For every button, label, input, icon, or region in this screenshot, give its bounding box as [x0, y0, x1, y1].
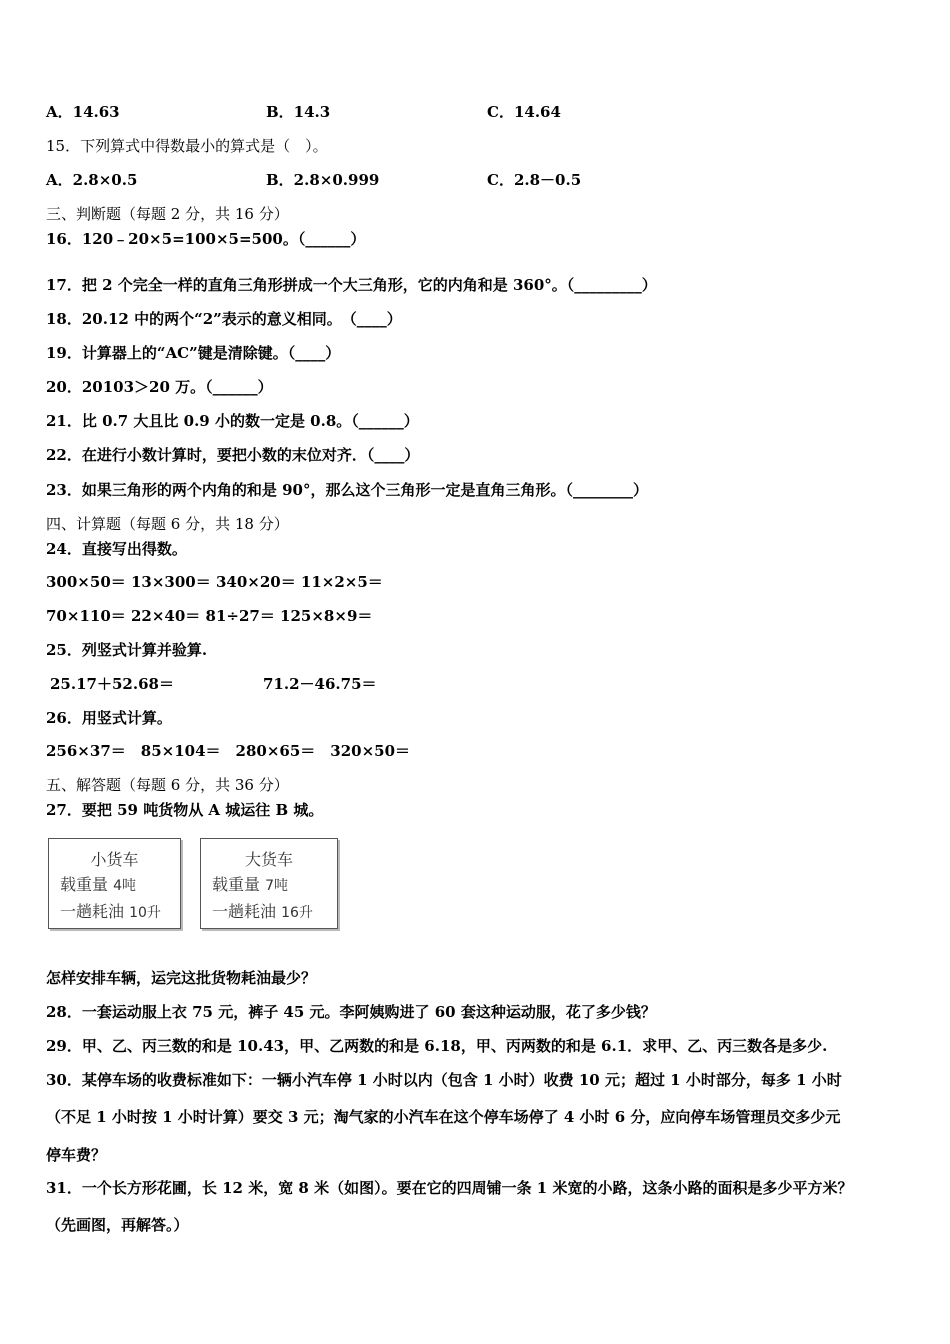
question-16: 16．120﹣20×5=100×5=500。（______）: [46, 230, 366, 248]
calc-row: 70×110＝ 22×40＝ 81÷27＝ 125×8×9＝: [46, 607, 373, 625]
truck-card-small: [48, 838, 181, 929]
fuel-value: 10升: [129, 905, 161, 921]
fuel-row: [49, 899, 180, 926]
question-27-ask: 怎样安排车辆，运完这批货物耗油最少？: [46, 969, 317, 987]
question-27: 27．要把 59 吨货物从 A 城运往 B 城。: [46, 801, 324, 819]
question-26: 26．用竖式计算。: [46, 709, 172, 727]
question-17: 17．把 2 个完全一样的直角三角形拼成一个大三角形，它的内角和是 360°。（_________）: [46, 276, 657, 294]
fuel-label: 一趟耗油: [60, 902, 125, 921]
option-c: C．14.64: [487, 103, 561, 121]
calc-row: 256×37＝ 85×104＝ 280×65＝ 320×50＝: [46, 742, 411, 760]
question-23: 23．如果三角形的两个内角的和是 90°，那么这个三角形一定是直角三角形。（________）: [46, 481, 648, 499]
question-28: 28．一套运动服上衣 75 元，裤子 45 元。李阿姨购进了 60 套这种运动服，花了多少钱？: [46, 1003, 656, 1021]
option-a: A．14.63: [46, 103, 120, 121]
question-29: 29．甲、乙、丙三数的和是 10.43，甲、乙两数的和是 6.18，甲、丙两数的和是 6.1．求甲、乙、丙三数各是多少.: [46, 1037, 828, 1055]
fuel-value: 16升: [281, 905, 313, 921]
load-row: [201, 872, 337, 899]
option-a: A．2.8×0.5: [46, 171, 138, 189]
question-31-cont: （先画图，再解答。）: [46, 1216, 189, 1234]
load-value: 4吨: [113, 878, 137, 894]
question-30-cont: （不足 1 小时按 1 小时计算）要交 3 元；淘气家的小汽车在这个停车场停了 4 小时 6 分，应向停车场管理员交多少元: [46, 1108, 841, 1126]
calc-item: 25.17＋52.68＝: [50, 675, 174, 693]
question-31: 31．一个长方形花圃，长 12 米，宽 8 米（如图）。要在它的四周铺一条 1 米宽的小路，这条小路的面积是多少平方米？: [46, 1179, 853, 1197]
calc-row: 300×50＝ 13×300＝ 340×20＝ 11×2×5＝: [46, 573, 383, 591]
section-heading: 五、解答题（每题 6 分，共 36 分）: [46, 776, 289, 794]
question-15: 15．下列算式中得数最小的算式是（ ）。: [46, 137, 328, 155]
option-c: C．2.8－0.5: [487, 171, 582, 189]
question-20: 20．20103＞20 万。（______）: [46, 378, 273, 396]
section-heading: 三、判断题（每题 2 分，共 16 分）: [46, 205, 289, 223]
question-19: 19．计算器上的“AC”键是清除键。（____）: [46, 344, 341, 362]
fuel-label: 一趟耗油: [212, 902, 277, 921]
question-22: 22．在进行小数计算时，要把小数的末位对齐．（____）: [46, 446, 420, 464]
fuel-row: [201, 899, 337, 926]
question-30: 30．某停车场的收费标准如下：一辆小汽车停 1 小时以内（包含 1 小时）收费 10 元；超过 1 小时部分，每多 1 小时: [46, 1071, 842, 1089]
option-b: B．14.3: [266, 103, 331, 121]
truck-title: 小货车: [90, 850, 139, 869]
load-row: [49, 872, 180, 899]
question-18: 18．20.12 中的两个“2”表示的意义相同。 （____）: [46, 310, 402, 328]
option-b: B．2.8×0.999: [266, 171, 380, 189]
question-30-cont: 停车费？: [46, 1146, 107, 1164]
truck-title: 大货车: [244, 850, 293, 869]
question-24: 24．直接写出得数。: [46, 540, 187, 558]
calc-item: 71.2－46.75＝: [263, 675, 377, 693]
load-label: 载重量: [212, 875, 261, 894]
load-value: 7吨: [265, 878, 289, 894]
truck-card-big: [200, 838, 338, 929]
question-21: 21．比 0.7 大且比 0.9 小的数一定是 0.8。（______）: [46, 412, 419, 430]
load-label: 载重量: [60, 875, 109, 894]
question-25: 25．列竖式计算并验算.: [46, 641, 208, 659]
section-heading: 四、计算题（每题 6 分，共 18 分）: [46, 515, 289, 533]
